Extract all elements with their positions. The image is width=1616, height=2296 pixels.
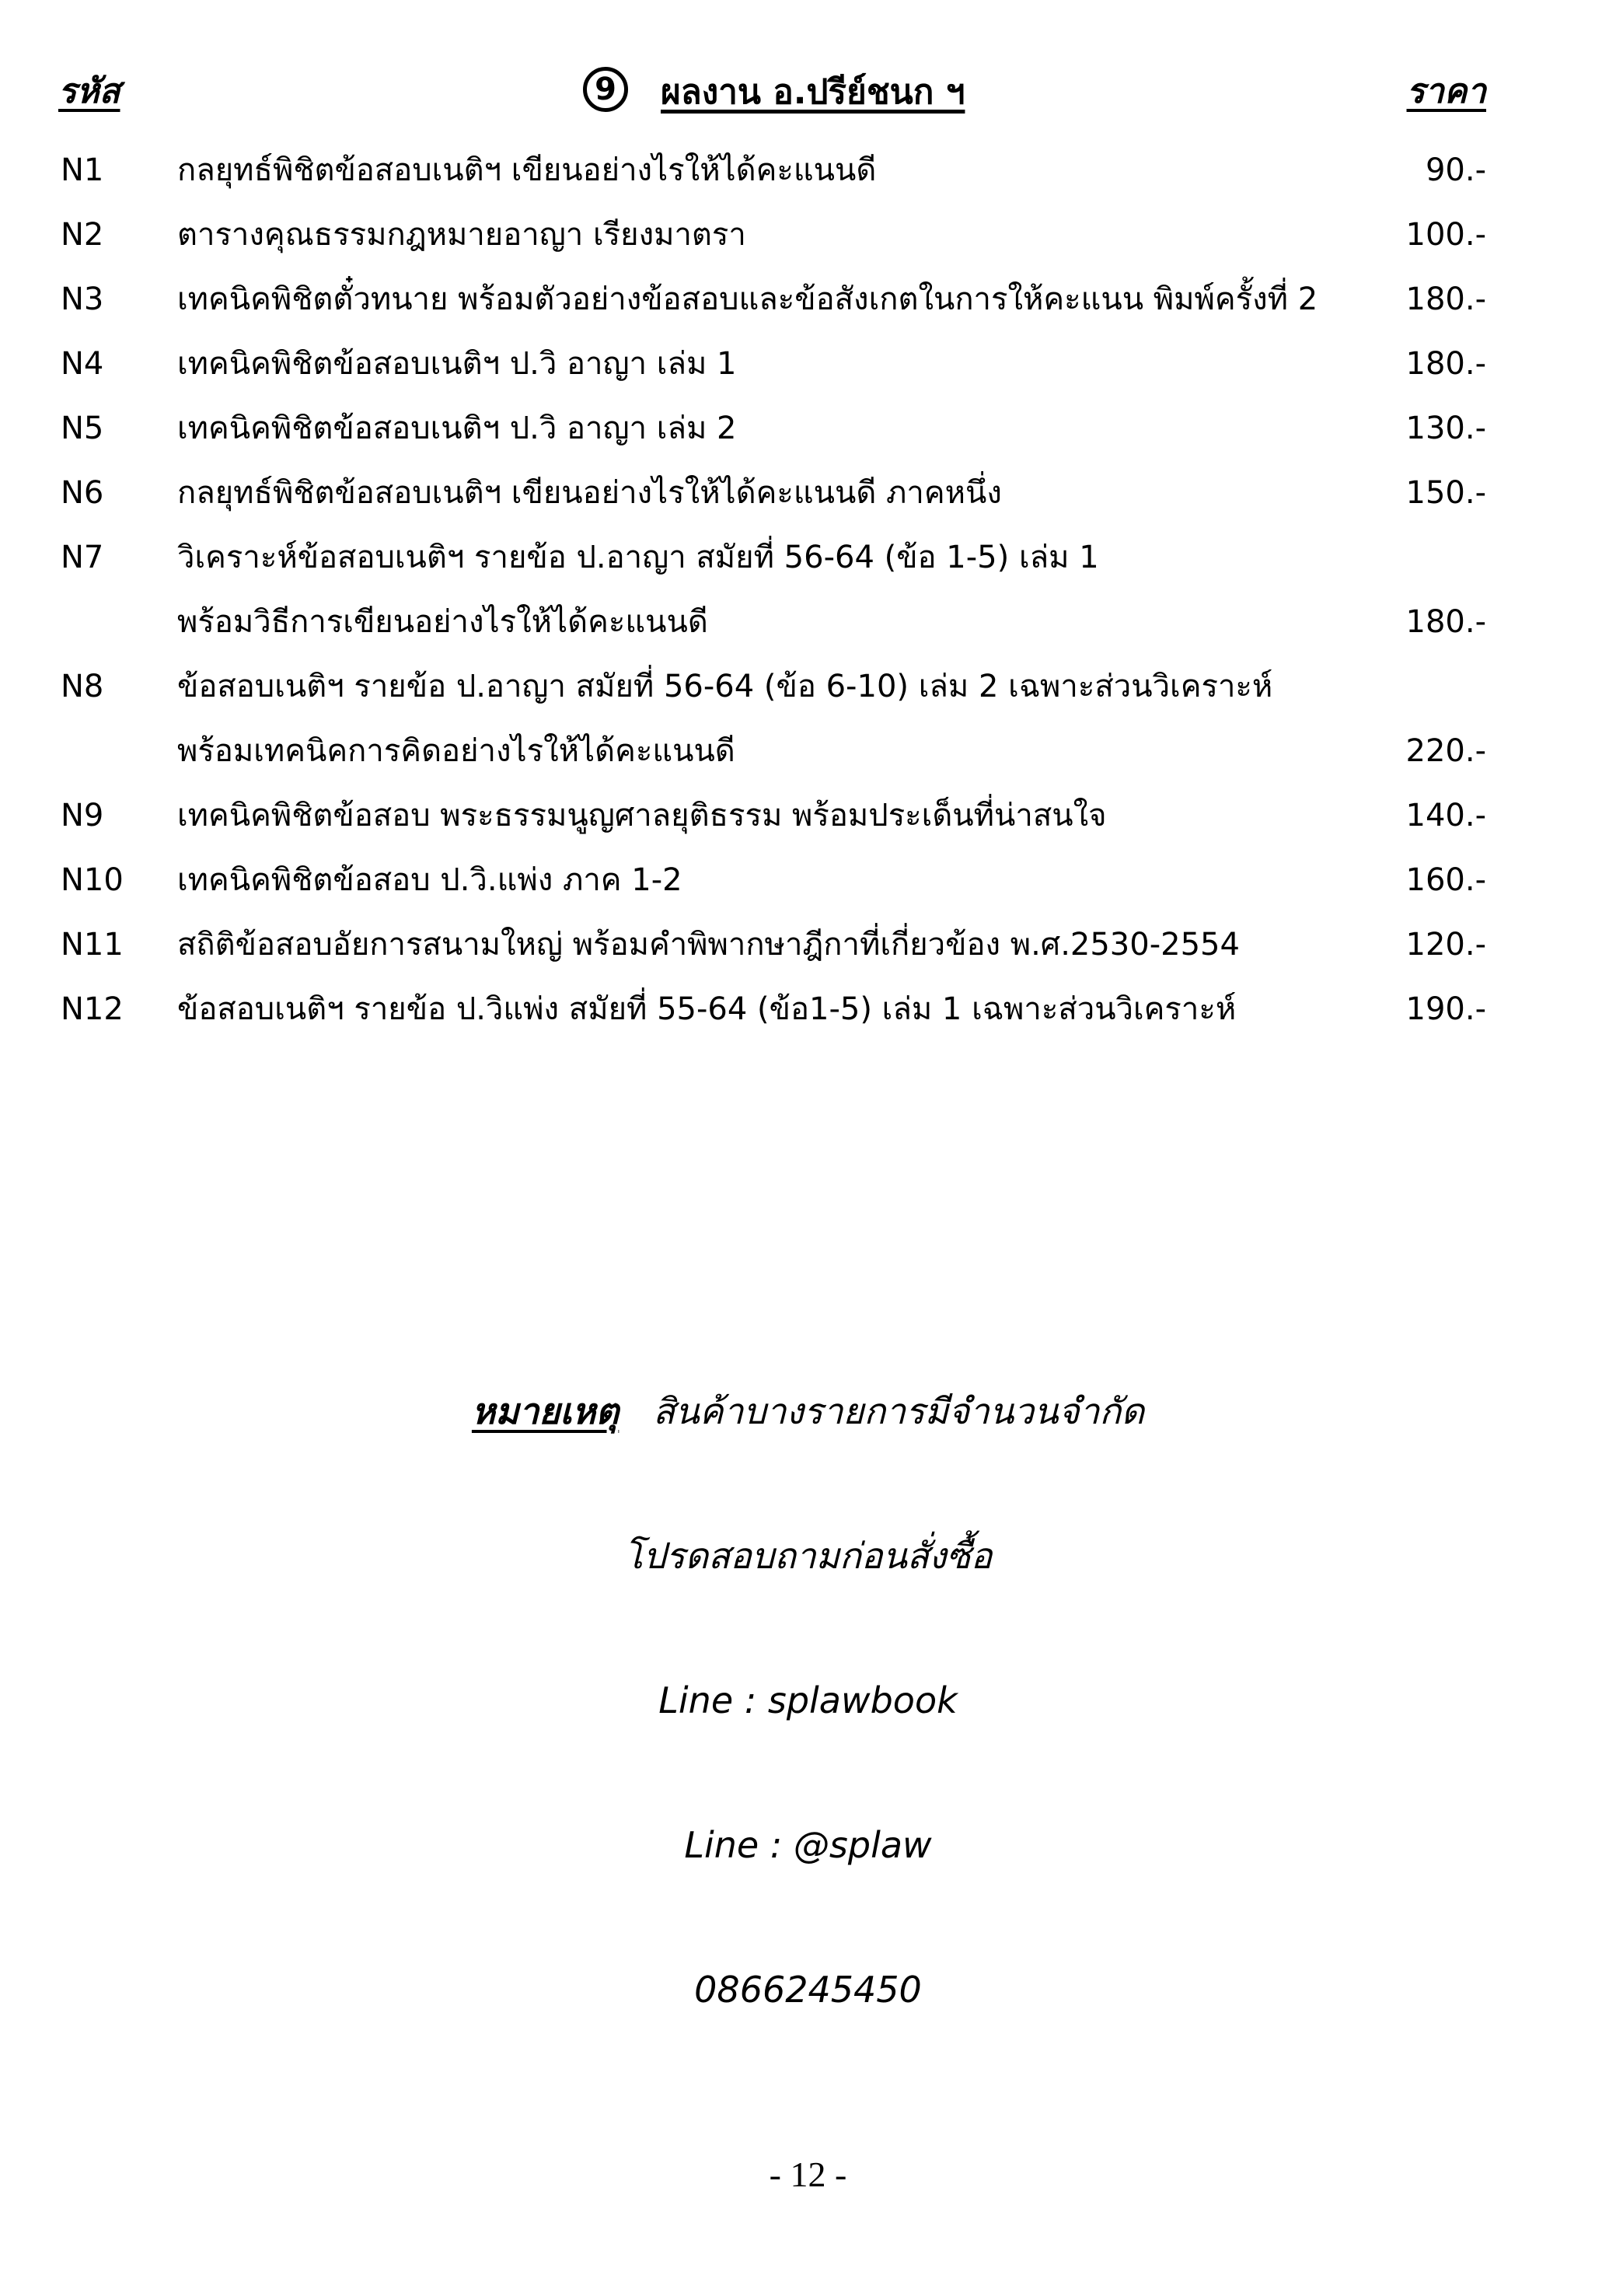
item-price: 140.- — [1405, 798, 1486, 833]
price-list — [0, 138, 1616, 1042]
line-id-splaw: Line : @splaw — [684, 1824, 932, 1866]
list-item — [0, 913, 1616, 977]
list-item — [0, 138, 1616, 203]
item-price: 150.- — [1405, 475, 1486, 511]
list-item-continuation — [0, 719, 1616, 784]
section-heading — [583, 61, 965, 123]
list-item — [0, 848, 1616, 913]
column-header-price: ราคา — [1406, 72, 1486, 111]
column-header-code: รหัส — [58, 72, 120, 111]
item-price: 160.- — [1405, 862, 1486, 898]
list-item — [0, 977, 1616, 1042]
section-number: 9 — [595, 72, 616, 107]
item-title: เทคนิคพิชิตตั๋วทนาย พร้อมตัวอย่างข้อสอบและข้อสังเกตในการให้คะแนน พิมพ์ครั้งที่ 2 — [177, 281, 1318, 317]
list-item-continuation — [0, 590, 1616, 655]
list-item — [0, 461, 1616, 526]
item-code: N11 — [61, 927, 124, 963]
notes-section — [0, 1357, 1616, 2080]
list-item — [0, 203, 1616, 267]
item-price: 120.- — [1405, 927, 1486, 963]
item-code: N5 — [61, 411, 104, 446]
item-title-line-2: พร้อมวิธีการเขียนอย่างไรให้ได้คะแนนดี — [177, 604, 708, 640]
list-item — [0, 784, 1616, 848]
item-code: N9 — [61, 798, 104, 833]
line-id-splawbook: Line : splawbook — [658, 1679, 958, 1721]
item-price: 180.- — [1405, 346, 1486, 382]
list-item — [0, 655, 1616, 719]
circled-number-icon — [583, 67, 628, 112]
list-item — [0, 332, 1616, 397]
item-title: ตารางคุณธรรมกฎหมายอาญา เรียงมาตรา — [177, 217, 746, 253]
item-price: 220.- — [1405, 733, 1486, 769]
item-title: เทคนิคพิชิตข้อสอบเนติฯ ป.วิ อาญา เล่ม 2 — [177, 411, 737, 446]
item-title: เทคนิคพิชิตข้อสอบ พระธรรมนูญศาลยุติธรรม พร้อมประเด็นที่น่าสนใจ — [177, 798, 1107, 833]
note-text: สินค้าบางรายการมีจำนวนจำกัด — [653, 1390, 1145, 1432]
phone-number: 0866245450 — [694, 1969, 922, 2011]
item-price: 190.- — [1405, 991, 1486, 1027]
item-code: N4 — [61, 346, 104, 382]
list-item — [0, 267, 1616, 332]
item-price: 180.- — [1405, 604, 1486, 640]
note-label: หมายเหตุ — [471, 1390, 620, 1432]
item-title: เทคนิคพิชิตข้อสอบ ป.วิ.แพ่ง ภาค 1-2 — [177, 862, 682, 898]
item-title: กลยุทธ์พิชิตข้อสอบเนติฯ เขียนอย่างไรให้ได้คะแนนดี — [177, 152, 877, 188]
item-code: N3 — [61, 281, 104, 317]
item-code: N12 — [61, 991, 124, 1027]
item-price: 90.- — [1425, 152, 1486, 188]
note-line-2: โปรดสอบถามก่อนสั่งซื้อ — [623, 1535, 993, 1577]
item-title: ข้อสอบเนติฯ รายข้อ ป.อาญา สมัยที่ 56-64 (ข้อ 6-10) เล่ม 2 เฉพาะส่วนวิเคราะห์ — [177, 669, 1273, 704]
item-title-line-2: พร้อมเทคนิคการคิดอย่างไรให้ได้คะแนนดี — [177, 733, 735, 769]
item-code: N6 — [61, 475, 104, 511]
item-title: ข้อสอบเนติฯ รายข้อ ป.วิแพ่ง สมัยที่ 55-64 (ข้อ1-5) เล่ม 1 เฉพาะส่วนวิเคราะห์ — [177, 991, 1237, 1027]
item-code: N2 — [61, 217, 104, 253]
item-title: กลยุทธ์พิชิตข้อสอบเนติฯ เขียนอย่างไรให้ได้คะแนนดี ภาคหนึ่ง — [177, 475, 1002, 511]
note-line-1 — [0, 1357, 1616, 1501]
item-title: สถิติข้อสอบอัยการสนามใหญ่ พร้อมคำพิพากษาฎีกาที่เกี่ยวข้อง พ.ศ.2530-2554 — [177, 927, 1240, 963]
item-code: N10 — [61, 862, 124, 898]
page-number: - 12 - — [769, 2154, 847, 2194]
item-price: 180.- — [1405, 281, 1486, 317]
list-item — [0, 397, 1616, 461]
item-title: เทคนิคพิชิตข้อสอบเนติฯ ป.วิ อาญา เล่ม 1 — [177, 346, 737, 382]
item-title: วิเคราะห์ข้อสอบเนติฯ รายข้อ ป.อาญา สมัยที่ 56-64 (ข้อ 1-5) เล่ม 1 — [177, 540, 1099, 575]
item-code: N1 — [61, 152, 104, 188]
item-code: N8 — [61, 669, 104, 704]
list-item — [0, 526, 1616, 590]
item-price: 130.- — [1405, 411, 1486, 446]
item-code: N7 — [61, 540, 104, 575]
item-price: 100.- — [1405, 217, 1486, 253]
page-title: ผลงาน อ.ปรีย์ชนก ฯ — [661, 72, 965, 112]
